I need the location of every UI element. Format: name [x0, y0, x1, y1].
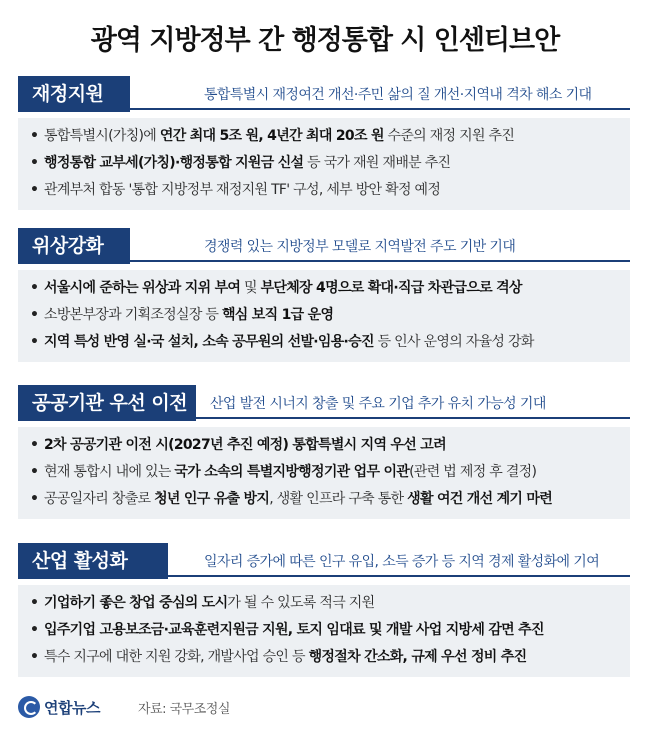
bullet-icon: •	[30, 595, 39, 611]
bullet-icon: •	[30, 182, 39, 198]
section-description: 산업 발전 시너지 창출 및 주요 기업 추가 유치 가능성 기대	[210, 396, 546, 412]
list-item	[18, 123, 630, 150]
list-item	[18, 302, 630, 329]
item-text-bold: 서울시에 준하는 위상과 지위 부여	[44, 280, 241, 296]
list-item	[18, 177, 630, 204]
bullet-icon: •	[30, 622, 39, 638]
section-header	[18, 543, 630, 579]
item-text: 특수 지구에 대한 지원 강화, 개발사업 승인 등	[44, 649, 309, 665]
item-text: 통합특별시(가칭)에	[44, 128, 160, 144]
section-label: 위상강화	[18, 228, 130, 264]
item-text: 등 인사 운영의 자율성 강화	[373, 334, 534, 350]
item-text-bold: 기업하기 좋은 창업 중심의 도시	[44, 595, 228, 611]
section-header	[18, 228, 630, 264]
item-text: 수준의 재정 지원 추진	[383, 128, 515, 144]
item-text: 소방본부장과 기획조정실장 등	[44, 307, 222, 323]
bullet-icon: •	[30, 491, 39, 507]
section-label: 재정지원	[18, 76, 130, 112]
item-text: 및	[240, 280, 261, 296]
section-underline	[130, 260, 630, 262]
item-text: 가 될 수 있도록 적극 지원	[227, 595, 375, 611]
section-body	[18, 118, 630, 210]
section-4	[18, 543, 630, 677]
item-text: 현재 통합시 내에 있는	[44, 464, 175, 480]
bullet-icon: •	[30, 128, 39, 144]
item-text: , 생활 인프라 구축 통한	[269, 491, 408, 507]
section-description: 경쟁력 있는 지방정부 모델로 지역발전 주도 기반 기대	[204, 239, 516, 255]
section-underline	[196, 417, 630, 419]
list-item	[18, 150, 630, 177]
source-note: 자료: 국무조정실	[138, 702, 230, 717]
section-body	[18, 427, 630, 519]
section-label: 공공기관 우선 이전	[18, 385, 196, 421]
bullet-icon: •	[30, 649, 39, 665]
section-description: 통합특별시 재정여건 개선·주민 삶의 질 개선·지역내 격차 해소 기대	[204, 87, 592, 103]
bullet-icon: •	[30, 280, 39, 296]
section-1	[18, 76, 630, 210]
list-item	[18, 275, 630, 302]
yonhap-logo-icon	[18, 696, 40, 718]
section-underline	[168, 575, 630, 577]
list-item	[18, 329, 630, 356]
list-item	[18, 432, 630, 459]
item-text-bold: 입주기업 고용보조금·교육훈련지원금 지원, 토지 임대료 및 개발 사업 지방세 감면 추진	[44, 622, 544, 638]
section-2	[18, 228, 630, 362]
item-text-bold: 2차 공공기관 이전 시(2027년 추진 예정) 통합특별시 지역 우선 고려	[44, 437, 446, 453]
item-text-bold: 지역 특성 반영 실·국 설치, 소속 공무원의 선발·임용·승진	[44, 334, 374, 350]
item-text-bold: 행정통합 교부세(가칭)·행정통합 지원금 신설	[44, 155, 304, 171]
item-text: 공공일자리 창출로	[44, 491, 155, 507]
item-text: 등 국가 재원 재배분 추진	[303, 155, 451, 171]
section-body	[18, 585, 630, 677]
bullet-icon: •	[30, 334, 39, 350]
bullet-icon: •	[30, 437, 39, 453]
list-item	[18, 486, 630, 513]
section-description: 일자리 증가에 따른 인구 유입, 소득 증가 등 지역 경제 활성화에 기여	[204, 554, 600, 570]
section-body	[18, 270, 630, 362]
item-text-bold: 연간 최대 5조 원, 4년간 최대 20조 원	[159, 128, 384, 144]
page-title: 광역 지방정부 간 행정통합 시 인센티브안	[90, 25, 560, 56]
list-item	[18, 590, 630, 617]
list-item	[18, 644, 630, 671]
section-label: 산업 활성화	[18, 543, 168, 579]
bullet-icon: •	[30, 307, 39, 323]
bullet-icon: •	[30, 155, 39, 171]
section-3	[18, 385, 630, 519]
list-item	[18, 617, 630, 644]
item-text: (관련 법 제정 후 결정)	[409, 464, 537, 480]
logo-text: 연합뉴스	[44, 698, 100, 717]
section-underline	[130, 108, 630, 110]
brand-logo	[18, 694, 100, 720]
item-text-bold: 부단체장 4명으로 확대·직급 차관급으로 격상	[260, 280, 522, 296]
section-header	[18, 385, 630, 421]
bullet-icon: •	[30, 464, 39, 480]
list-item	[18, 459, 630, 486]
item-text-bold: 국가 소속의 특별지방행정기관 업무 이관	[174, 464, 410, 480]
item-text-bold: 핵심 보직 1급 운영	[221, 307, 334, 323]
item-text-bold: 청년 인구 유출 방지	[154, 491, 270, 507]
item-text: 관계부처 합동 '통합 지방정부 재정지원 TF' 구성, 세부 방안 확정 예정	[44, 182, 441, 198]
section-header	[18, 76, 630, 112]
item-text-bold: 행정절차 간소화, 규제 우선 정비 추진	[308, 649, 527, 665]
item-text-bold: 생활 여건 개선 계기 마련	[407, 491, 553, 507]
